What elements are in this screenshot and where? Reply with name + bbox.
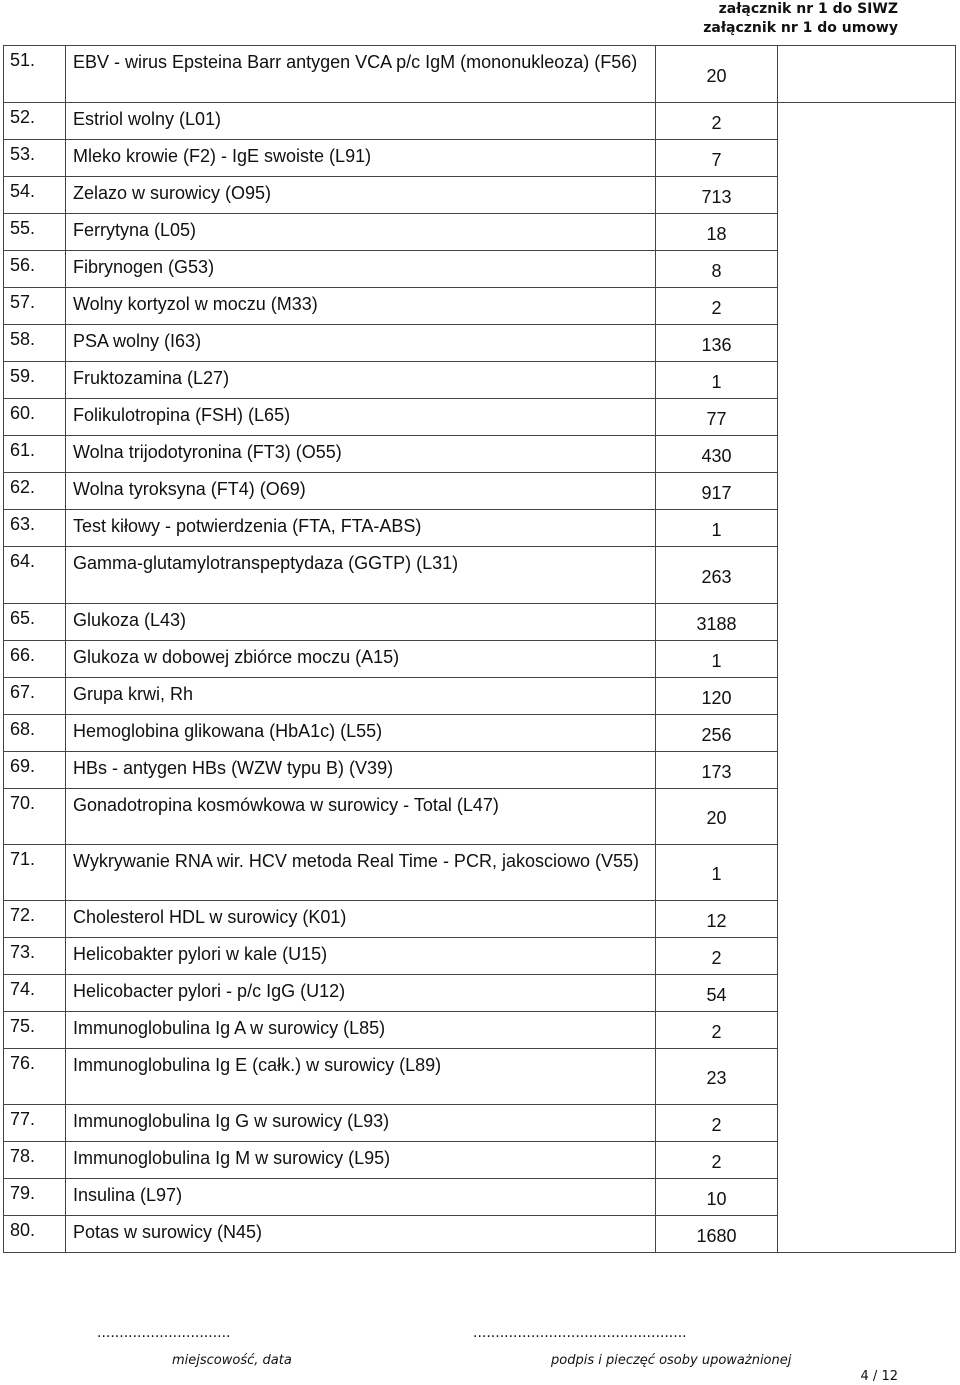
test-name: Helicobacter pylori - p/c IgG (U12) xyxy=(66,975,656,1012)
row-number: 61. xyxy=(4,436,66,473)
test-name: PSA wolny (I63) xyxy=(66,325,656,362)
test-name: Hemoglobina glikowana (HbA1c) (L55) xyxy=(66,715,656,752)
table-row xyxy=(4,789,956,845)
price-cell xyxy=(778,1012,956,1049)
test-quantity: 1 xyxy=(656,362,778,399)
price-cell xyxy=(778,46,956,103)
row-number: 55. xyxy=(4,214,66,251)
price-cell xyxy=(778,752,956,789)
price-cell xyxy=(778,399,956,436)
test-quantity: 18 xyxy=(656,214,778,251)
table-row xyxy=(4,177,956,214)
test-quantity: 8 xyxy=(656,251,778,288)
table-row xyxy=(4,901,956,938)
attachment-header xyxy=(703,0,898,38)
table-row xyxy=(4,251,956,288)
test-name: Immunoglobulina Ig M w surowicy (L95) xyxy=(66,1142,656,1179)
table-row xyxy=(4,214,956,251)
row-number: 63. xyxy=(4,510,66,547)
signature-label: podpis i pieczęć osoby upoważnionej xyxy=(551,1353,792,1368)
price-cell xyxy=(778,251,956,288)
test-name: Fibrynogen (G53) xyxy=(66,251,656,288)
price-cell xyxy=(778,325,956,362)
test-name: Estriol wolny (L01) xyxy=(66,103,656,140)
table-row xyxy=(4,975,956,1012)
price-cell xyxy=(778,547,956,604)
test-name: Mleko krowie (F2) - IgE swoiste (L91) xyxy=(66,140,656,177)
test-name: Helicobakter pylori w kale (U15) xyxy=(66,938,656,975)
test-quantity: 136 xyxy=(656,325,778,362)
table-row xyxy=(4,1012,956,1049)
test-name: Gonadotropina kosmówkowa w surowicy - Total (L47) xyxy=(66,789,656,845)
test-name: HBs - antygen HBs (WZW typu B) (V39) xyxy=(66,752,656,789)
test-quantity: 20 xyxy=(656,789,778,845)
test-quantity: 7 xyxy=(656,140,778,177)
table-row xyxy=(4,1216,956,1253)
price-cell xyxy=(778,901,956,938)
price-cell xyxy=(778,473,956,510)
page-number: 4 / 12 xyxy=(860,1369,898,1384)
price-cell xyxy=(778,1049,956,1105)
row-number: 66. xyxy=(4,641,66,678)
price-cell xyxy=(778,789,956,845)
price-cell xyxy=(778,938,956,975)
table-row xyxy=(4,845,956,901)
test-name: Test kiłowy - potwierdzenia (FTA, FTA-ABS) xyxy=(66,510,656,547)
test-quantity: 77 xyxy=(656,399,778,436)
test-name: Cholesterol HDL w surowicy (K01) xyxy=(66,901,656,938)
test-quantity: 2 xyxy=(656,1142,778,1179)
table-row xyxy=(4,325,956,362)
row-number: 57. xyxy=(4,288,66,325)
price-cell xyxy=(778,103,956,140)
test-quantity: 2 xyxy=(656,1012,778,1049)
row-number: 75. xyxy=(4,1012,66,1049)
tests-table xyxy=(3,45,956,1253)
test-name: EBV - wirus Epsteina Barr antygen VCA p/c IgM (mononukleoza) (F56) xyxy=(66,46,656,103)
table-row xyxy=(4,938,956,975)
test-name: Zelazo w surowicy (O95) xyxy=(66,177,656,214)
row-number: 58. xyxy=(4,325,66,362)
row-number: 68. xyxy=(4,715,66,752)
price-cell xyxy=(778,288,956,325)
test-quantity: 54 xyxy=(656,975,778,1012)
price-cell xyxy=(778,214,956,251)
row-number: 56. xyxy=(4,251,66,288)
table-row xyxy=(4,473,956,510)
signature-footer xyxy=(0,1325,960,1385)
price-cell xyxy=(778,1179,956,1216)
test-quantity: 713 xyxy=(656,177,778,214)
price-cell xyxy=(778,1216,956,1253)
row-number: 77. xyxy=(4,1105,66,1142)
table-row xyxy=(4,1179,956,1216)
price-cell xyxy=(778,678,956,715)
place-date-dots: .............................. xyxy=(97,1325,231,1341)
test-quantity: 256 xyxy=(656,715,778,752)
table-row xyxy=(4,604,956,641)
row-number: 74. xyxy=(4,975,66,1012)
row-number: 59. xyxy=(4,362,66,399)
price-cell xyxy=(778,1142,956,1179)
test-quantity: 1680 xyxy=(656,1216,778,1253)
test-name: Wolny kortyzol w moczu (M33) xyxy=(66,288,656,325)
price-cell xyxy=(778,715,956,752)
place-date-label: miejscowość, data xyxy=(172,1353,292,1368)
price-cell xyxy=(778,641,956,678)
table-row xyxy=(4,510,956,547)
table-row xyxy=(4,46,956,103)
row-number: 78. xyxy=(4,1142,66,1179)
test-quantity: 1 xyxy=(656,641,778,678)
test-name: Immunoglobulina Ig A w surowicy (L85) xyxy=(66,1012,656,1049)
test-name: Insulina (L97) xyxy=(66,1179,656,1216)
test-quantity: 2 xyxy=(656,288,778,325)
row-number: 80. xyxy=(4,1216,66,1253)
price-cell xyxy=(778,1105,956,1142)
row-number: 69. xyxy=(4,752,66,789)
row-number: 76. xyxy=(4,1049,66,1105)
test-name: Immunoglobulina Ig G w surowicy (L93) xyxy=(66,1105,656,1142)
test-quantity: 917 xyxy=(656,473,778,510)
test-quantity: 23 xyxy=(656,1049,778,1105)
attachment-header-siwz: załącznik nr 1 do SIWZ xyxy=(718,1,898,17)
table-row xyxy=(4,1142,956,1179)
row-number: 73. xyxy=(4,938,66,975)
row-number: 62. xyxy=(4,473,66,510)
price-cell xyxy=(778,140,956,177)
row-number: 79. xyxy=(4,1179,66,1216)
test-quantity: 1 xyxy=(656,845,778,901)
table-row xyxy=(4,715,956,752)
row-number: 53. xyxy=(4,140,66,177)
test-name: Wolna trijodotyronina (FT3) (O55) xyxy=(66,436,656,473)
table-row xyxy=(4,752,956,789)
test-name: Glukoza (L43) xyxy=(66,604,656,641)
table-row xyxy=(4,1105,956,1142)
tests-table-body xyxy=(4,46,956,1253)
price-cell xyxy=(778,177,956,214)
row-number: 64. xyxy=(4,547,66,604)
row-number: 60. xyxy=(4,399,66,436)
table-row xyxy=(4,399,956,436)
row-number: 52. xyxy=(4,103,66,140)
test-quantity: 2 xyxy=(656,103,778,140)
row-number: 72. xyxy=(4,901,66,938)
price-cell xyxy=(778,604,956,641)
row-number: 70. xyxy=(4,789,66,845)
table-row xyxy=(4,1049,956,1105)
attachment-header-umowa: załącznik nr 1 do umowy xyxy=(703,20,898,36)
table-row xyxy=(4,678,956,715)
test-quantity: 120 xyxy=(656,678,778,715)
table-row xyxy=(4,641,956,678)
test-quantity: 12 xyxy=(656,901,778,938)
test-name: Gamma-glutamylotranspeptydaza (GGTP) (L31) xyxy=(66,547,656,604)
row-number: 71. xyxy=(4,845,66,901)
test-name: Folikulotropina (FSH) (L65) xyxy=(66,399,656,436)
signature-dots: ................................................ xyxy=(473,1325,687,1341)
test-quantity: 263 xyxy=(656,547,778,604)
test-name: Grupa krwi, Rh xyxy=(66,678,656,715)
test-quantity: 2 xyxy=(656,1105,778,1142)
test-name: Glukoza w dobowej zbiórce moczu (A15) xyxy=(66,641,656,678)
test-name: Immunoglobulina Ig E (całk.) w surowicy (L89) xyxy=(66,1049,656,1105)
test-quantity: 173 xyxy=(656,752,778,789)
test-name: Wykrywanie RNA wir. HCV metoda Real Time - PCR, jakosciowo (V55) xyxy=(66,845,656,901)
table-row xyxy=(4,288,956,325)
test-quantity: 10 xyxy=(656,1179,778,1216)
test-quantity: 20 xyxy=(656,46,778,103)
table-row xyxy=(4,547,956,604)
table-row xyxy=(4,140,956,177)
test-name: Potas w surowicy (N45) xyxy=(66,1216,656,1253)
test-quantity: 3188 xyxy=(656,604,778,641)
table-row xyxy=(4,103,956,140)
row-number: 65. xyxy=(4,604,66,641)
row-number: 67. xyxy=(4,678,66,715)
row-number: 51. xyxy=(4,46,66,103)
price-cell xyxy=(778,362,956,399)
table-row xyxy=(4,436,956,473)
test-name: Wolna tyroksyna (FT4) (O69) xyxy=(66,473,656,510)
test-quantity: 2 xyxy=(656,938,778,975)
price-cell xyxy=(778,845,956,901)
test-quantity: 1 xyxy=(656,510,778,547)
test-name: Fruktozamina (L27) xyxy=(66,362,656,399)
price-cell xyxy=(778,975,956,1012)
price-cell xyxy=(778,510,956,547)
price-cell xyxy=(778,436,956,473)
test-quantity: 430 xyxy=(656,436,778,473)
table-row xyxy=(4,362,956,399)
test-name: Ferrytyna (L05) xyxy=(66,214,656,251)
row-number: 54. xyxy=(4,177,66,214)
